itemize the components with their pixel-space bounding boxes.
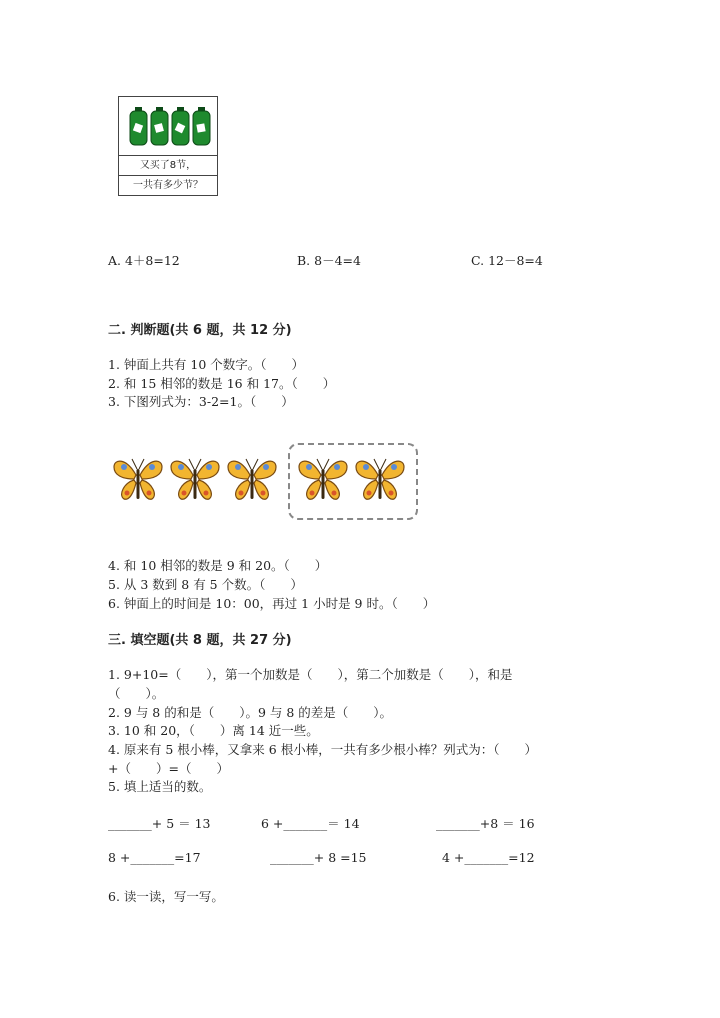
option-b: B. 8－4=4: [297, 253, 361, 268]
judge-item-5: 5. 从 3 数到 8 有 5 个数。（ ）: [108, 577, 303, 592]
fill-q1-line2: （ ）。: [108, 686, 165, 701]
butterfly-icon: [297, 453, 349, 505]
judge-item-1: 1. 钟面上共有 10 个数字。（ ）: [108, 357, 305, 372]
blank-expression: _______+8 ＝ 16: [436, 816, 535, 831]
butterfly-icon: [354, 453, 406, 505]
blank-expression: 6 +_______＝ 14: [261, 816, 360, 831]
judge-item-2: 2. 和 15 相邻的数是 16 和 17。（ ）: [108, 376, 336, 391]
battery-picture-card: [118, 96, 218, 196]
option-c: C. 12－8=4: [471, 253, 543, 268]
blank-expression: 4 +_______=12: [442, 850, 535, 865]
judge-item-3: 3. 下图列式为：3-2=1。（ ）: [108, 394, 294, 409]
card-caption-line2: 一共有多少节？: [133, 180, 203, 191]
fill-q1-line1: 1. 9+10=（ ），第一个加数是（ ），第二个加数是（ ），和是: [108, 667, 513, 682]
section3-title: 三. 填空题(共 8 题，共 27 分): [108, 633, 292, 648]
judge-item-4: 4. 和 10 相邻的数是 9 和 20。（ ）: [108, 558, 328, 573]
fill-q6: 6. 读一读，写一写。: [108, 889, 224, 904]
battery-icon-group: [119, 97, 217, 155]
fill-q3: 3. 10 和 20，（ ）离 14 近一些。: [108, 723, 319, 738]
butterfly-icon: [169, 453, 221, 505]
card-caption-line1: 又买了8节，: [119, 156, 217, 176]
option-a: A. 4＋8=12: [108, 253, 180, 268]
blank-expression: _______+ 8 =15: [270, 850, 367, 865]
section2-title: 二. 判断题(共 6 题，共 12 分): [108, 323, 292, 338]
judge-item-6: 6. 钟面上的时间是 10：00，再过 1 小时是 9 时。（ ）: [108, 596, 436, 611]
battery-illustration: [119, 97, 217, 156]
fill-q4-line2: +（ ）=（ ）: [108, 761, 229, 776]
blank-expression: _______+ 5 ＝ 13: [108, 816, 211, 831]
butterfly-icon: [226, 453, 278, 505]
butterfly-icon: [112, 453, 164, 505]
fill-q4-line1: 4. 原来有 5 根小棒，又拿来 6 根小棒，一共有多少根小棒？列式为：（ ）: [108, 742, 537, 757]
fill-q2: 2. 9 与 8 的和是（ ）。9 与 8 的差是（ ）。: [108, 705, 393, 720]
blank-expression: 8 +_______=17: [108, 850, 201, 865]
fill-q5: 5. 填上适当的数。: [108, 779, 212, 794]
